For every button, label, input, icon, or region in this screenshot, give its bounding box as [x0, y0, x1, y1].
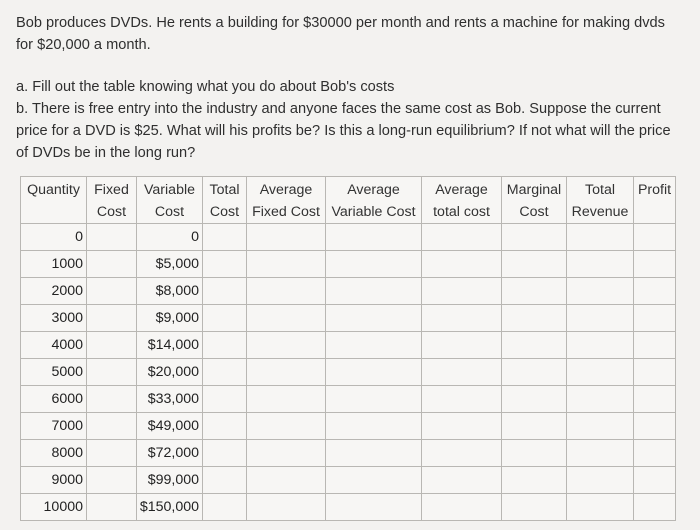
header-average-fixed-cost-line2: Fixed Cost	[252, 204, 320, 220]
total-cost-cell	[203, 278, 247, 305]
header-total-cost-line2: Cost	[209, 204, 240, 220]
total-revenue-cell	[567, 386, 634, 413]
header-average-total-cost-line2: total cost	[433, 204, 490, 220]
variable-cost-cell: $14,000	[137, 332, 203, 359]
table-row	[21, 413, 676, 440]
quantity-cell: 8000	[21, 440, 87, 467]
total-cost-cell	[203, 359, 247, 386]
header-quantity-line1: Quantity	[27, 182, 80, 198]
total-revenue-cell	[567, 332, 634, 359]
profit-cell	[634, 224, 676, 251]
average-variable-cost-cell	[326, 494, 422, 521]
header-marginal-cost-line1: Marginal	[506, 182, 562, 198]
average-variable-cost-cell	[326, 305, 422, 332]
marginal-cost-cell	[502, 251, 567, 278]
marginal-cost-cell	[502, 224, 567, 251]
variable-cost-cell: $72,000	[137, 440, 203, 467]
marginal-cost-cell	[502, 332, 567, 359]
profit-cell	[634, 386, 676, 413]
quantity-cell: 7000	[21, 413, 87, 440]
total-revenue-cell	[567, 251, 634, 278]
total-revenue-cell	[567, 440, 634, 467]
profit-cell	[634, 440, 676, 467]
average-total-cost-cell	[422, 440, 502, 467]
total-cost-cell	[203, 251, 247, 278]
table-row	[21, 359, 676, 386]
total-revenue-cell	[567, 359, 634, 386]
average-variable-cost-cell	[326, 440, 422, 467]
table-row	[21, 224, 676, 251]
marginal-cost-cell	[502, 386, 567, 413]
profit-cell	[634, 305, 676, 332]
header-variable-cost-line1: Variable	[144, 182, 195, 198]
fixed-cost-cell	[87, 467, 137, 494]
header-marginal-cost-line2: Cost	[519, 204, 549, 220]
total-cost-cell	[203, 386, 247, 413]
header-average-total-cost	[422, 177, 502, 224]
table-row	[21, 440, 676, 467]
average-fixed-cost-cell	[247, 224, 326, 251]
average-variable-cost-cell	[326, 359, 422, 386]
total-cost-cell	[203, 332, 247, 359]
question-part-b: b. There is free entry into the industry and anyone faces the same cost as Bob. Suppose the current price for a DVD is $25. What will his profits be? Is this a long-run equilibrium? If not what will the price of DVDs be in the long run?	[16, 101, 671, 161]
header-total-revenue-line2: Revenue	[571, 204, 629, 220]
average-fixed-cost-cell	[247, 278, 326, 305]
average-variable-cost-cell	[326, 278, 422, 305]
average-total-cost-cell	[422, 278, 502, 305]
fixed-cost-cell	[87, 386, 137, 413]
fixed-cost-cell	[87, 224, 137, 251]
quantity-cell: 5000	[21, 359, 87, 386]
profit-cell	[634, 251, 676, 278]
variable-cost-cell: $20,000	[137, 359, 203, 386]
question-intro: Bob produces DVDs. He rents a building for $30000 per month and rents a machine for making dvds for $20,000 a month.	[16, 15, 665, 53]
table-row	[21, 386, 676, 413]
header-average-total-cost-line1: Average	[435, 182, 488, 198]
average-total-cost-cell	[422, 224, 502, 251]
header-average-variable-cost	[326, 177, 422, 224]
average-fixed-cost-cell	[247, 467, 326, 494]
variable-cost-cell: $8,000	[137, 278, 203, 305]
header-total-revenue-line1: Total	[585, 182, 615, 198]
header-total-revenue	[567, 177, 634, 224]
header-variable-cost	[137, 177, 203, 224]
variable-cost-cell: $9,000	[137, 305, 203, 332]
total-cost-cell	[203, 305, 247, 332]
total-revenue-cell	[567, 413, 634, 440]
quantity-cell: 0	[21, 224, 87, 251]
variable-cost-cell: $33,000	[137, 386, 203, 413]
variable-cost-cell: $5,000	[137, 251, 203, 278]
profit-cell	[634, 413, 676, 440]
marginal-cost-cell	[502, 413, 567, 440]
header-total-cost	[203, 177, 247, 224]
cost-table	[20, 176, 676, 521]
fixed-cost-cell	[87, 359, 137, 386]
header-variable-cost-line2: Cost	[154, 204, 185, 220]
average-total-cost-cell	[422, 494, 502, 521]
fixed-cost-cell	[87, 278, 137, 305]
header-fixed-cost-line1: Fixed	[94, 182, 129, 198]
total-cost-cell	[203, 413, 247, 440]
total-cost-cell	[203, 440, 247, 467]
quantity-cell: 2000	[21, 278, 87, 305]
quantity-cell: 1000	[21, 251, 87, 278]
table-row	[21, 494, 676, 521]
header-average-variable-cost-line1: Average	[347, 182, 400, 198]
average-fixed-cost-cell	[247, 494, 326, 521]
header-average-fixed-cost-line1: Average	[259, 182, 313, 198]
average-total-cost-cell	[422, 413, 502, 440]
total-revenue-cell	[567, 224, 634, 251]
table-header-row	[21, 177, 676, 224]
quantity-cell: 3000	[21, 305, 87, 332]
average-fixed-cost-cell	[247, 332, 326, 359]
quantity-cell: 6000	[21, 386, 87, 413]
header-fixed-cost	[87, 177, 137, 224]
variable-cost-cell: 0	[137, 224, 203, 251]
quantity-cell: 4000	[21, 332, 87, 359]
total-revenue-cell	[567, 494, 634, 521]
header-average-variable-cost-line2: Variable Cost	[331, 204, 416, 220]
average-variable-cost-cell	[326, 413, 422, 440]
total-cost-cell	[203, 494, 247, 521]
average-variable-cost-cell	[326, 386, 422, 413]
variable-cost-cell: $99,000	[137, 467, 203, 494]
marginal-cost-cell	[502, 440, 567, 467]
total-revenue-cell	[567, 467, 634, 494]
variable-cost-cell: $49,000	[137, 413, 203, 440]
profit-cell	[634, 359, 676, 386]
average-total-cost-cell	[422, 305, 502, 332]
marginal-cost-cell	[502, 359, 567, 386]
fixed-cost-cell	[87, 494, 137, 521]
marginal-cost-cell	[502, 305, 567, 332]
table-row	[21, 332, 676, 359]
marginal-cost-cell	[502, 278, 567, 305]
question-text	[16, 12, 686, 164]
table-row	[21, 251, 676, 278]
profit-cell	[634, 467, 676, 494]
fixed-cost-cell	[87, 305, 137, 332]
average-fixed-cost-cell	[247, 413, 326, 440]
fixed-cost-cell	[87, 251, 137, 278]
profit-cell	[634, 332, 676, 359]
average-variable-cost-cell	[326, 467, 422, 494]
average-variable-cost-cell	[326, 224, 422, 251]
quantity-cell: 10000	[21, 494, 87, 521]
average-fixed-cost-cell	[247, 305, 326, 332]
fixed-cost-cell	[87, 440, 137, 467]
average-variable-cost-cell	[326, 251, 422, 278]
header-profit-line1: Profit	[637, 182, 672, 198]
total-cost-cell	[203, 467, 247, 494]
profit-cell	[634, 278, 676, 305]
marginal-cost-cell	[502, 467, 567, 494]
total-revenue-cell	[567, 278, 634, 305]
header-fixed-cost-line2: Cost	[96, 204, 127, 220]
variable-cost-cell: $150,000	[137, 494, 203, 521]
header-profit	[634, 177, 676, 224]
average-total-cost-cell	[422, 251, 502, 278]
average-fixed-cost-cell	[247, 359, 326, 386]
quantity-cell: 9000	[21, 467, 87, 494]
total-cost-cell	[203, 224, 247, 251]
average-total-cost-cell	[422, 467, 502, 494]
average-total-cost-cell	[422, 386, 502, 413]
fixed-cost-cell	[87, 332, 137, 359]
table-row	[21, 305, 676, 332]
fixed-cost-cell	[87, 413, 137, 440]
header-average-fixed-cost	[247, 177, 326, 224]
average-fixed-cost-cell	[247, 440, 326, 467]
average-total-cost-cell	[422, 359, 502, 386]
table-row	[21, 467, 676, 494]
marginal-cost-cell	[502, 494, 567, 521]
header-quantity	[21, 177, 87, 224]
header-total-cost-line1: Total	[209, 182, 240, 198]
profit-cell	[634, 494, 676, 521]
average-fixed-cost-cell	[247, 386, 326, 413]
total-revenue-cell	[567, 305, 634, 332]
header-marginal-cost	[502, 177, 567, 224]
question-part-a: a. Fill out the table knowing what you do about Bob's costs	[16, 79, 395, 95]
table-row	[21, 278, 676, 305]
average-variable-cost-cell	[326, 332, 422, 359]
average-total-cost-cell	[422, 332, 502, 359]
average-fixed-cost-cell	[247, 251, 326, 278]
